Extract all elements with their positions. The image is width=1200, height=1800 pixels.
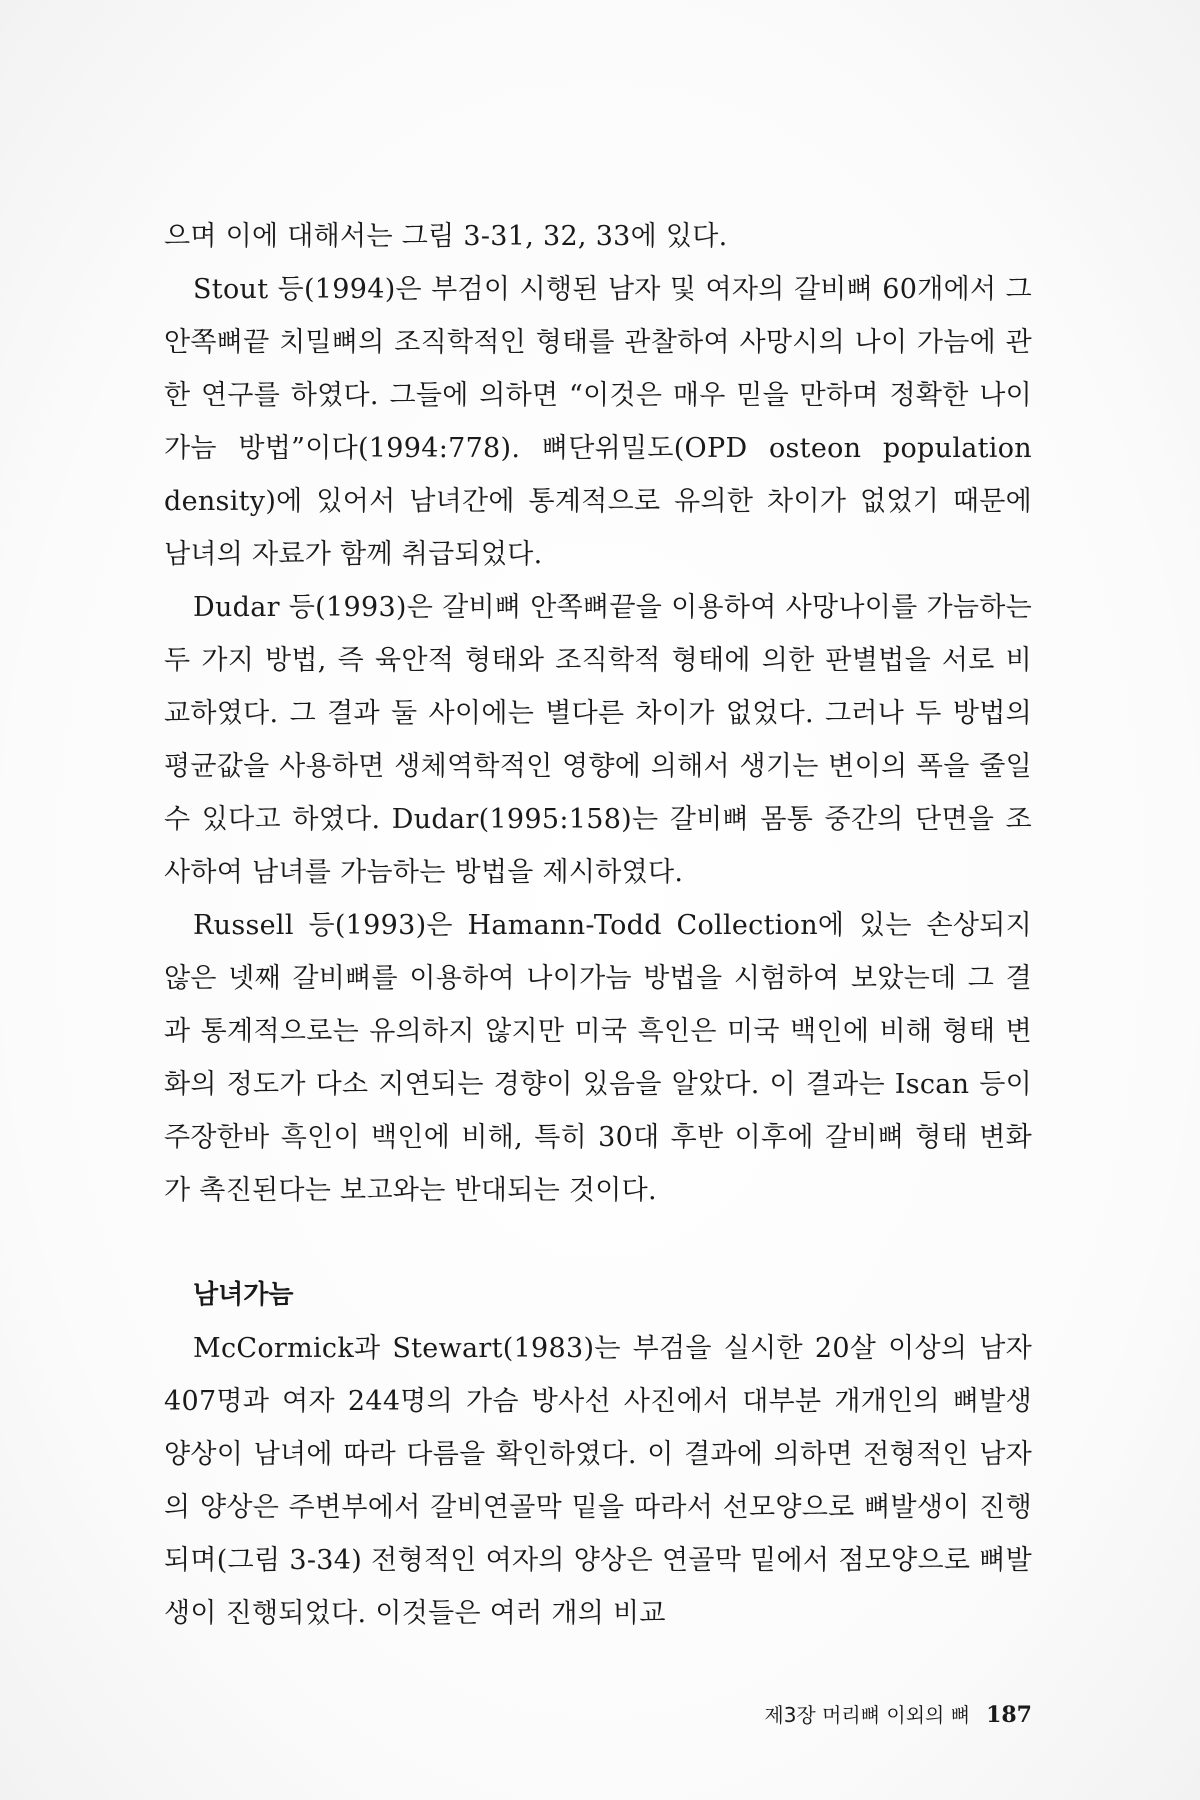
paragraph-russell: Russell 등(1993)은 Hamann-Todd Collection에 있는 손상되지 않은 넷째 갈비뼈를 이용하여 나이가늠 방법을 시험하여 보았는데 그 결과 통계적으로는 유의하지 않지만 미국 흑인은 미국 백인에 비해 형태 변화의 정도가 다소 지연되는 경향이 있음을 알았다. 이 결과는 Iscan 등이 주장한바 흑인이 백인에 비해, 특히 30대 후반 이후에 갈비뼈 형태 변화가 촉진된다는 보고와는 반대되는 것이다. [164, 910, 1032, 1206]
paragraph-stout: Stout 등(1994)은 부검이 시행된 남자 및 여자의 갈비뼈 60개에서 그 안쪽뼈끝 치밀뼈의 조직학적인 형태를 관찰하여 사망시의 나이 가늠에 관한 연구를 하였다. 그들에 의하면 “이것은 매우 믿을 만하며 정확한 나이가늠 방법”이다(1994:778). 뼈단위밀도(OPD osteon population density)에 있어서 남녀간에 통계적으로 유의한 차이가 없었기 때문에 남녀의 자료가 함께 취급되었다. [164, 274, 1032, 570]
page-footer [764, 1700, 1032, 1731]
section-heading: 남녀가늠 [193, 1280, 294, 1310]
paragraph-dudar: Dudar 등(1993)은 갈비뼈 안쪽뼈끝을 이용하여 사망나이를 가늠하는 두 가지 방법, 즉 육안적 형태와 조직학적 형태에 의한 판별법을 서로 비교하였다. 그 결과 둘 사이에는 별다른 차이가 없었다. 그러나 두 방법의 평균값을 사용하면 생체역학적인 영향에 의해서 생기는 변이의 폭을 줄일 수 있다고 하였다. Dudar(1995:158)는 갈비뼈 몸통 중간의 단면을 조사하여 남녀를 가늠하는 방법을 제시하였다. [164, 592, 1032, 888]
paragraph-continuation: 으며 이에 대해서는 그림 3-31, 32, 33에 있다. [164, 221, 728, 252]
paragraph-mccormick: McCormick과 Stewart(1983)는 부검을 실시한 20살 이상의 남자 407명과 여자 244명의 가슴 방사선 사진에서 대부분 개개인의 뼈발생 양상이 남녀에 따라 다름을 확인하였다. 이 결과에 의하면 전형적인 남자의 양상은 주변부에서 갈비연골막 밑을 따라서 선모양으로 뼈발생이 진행되며(그림 3-34) 전형적인 여자의 양상은 연골막 밑에서 점모양으로 뼈발생이 진행되었다. 이것들은 여러 개의 비교 [164, 1333, 1032, 1629]
running-footer-chapter: 제3장 머리뼈 이외의 뼈 [764, 1703, 971, 1727]
page-number: 187 [986, 1702, 1032, 1728]
body-text [164, 210, 1032, 1640]
